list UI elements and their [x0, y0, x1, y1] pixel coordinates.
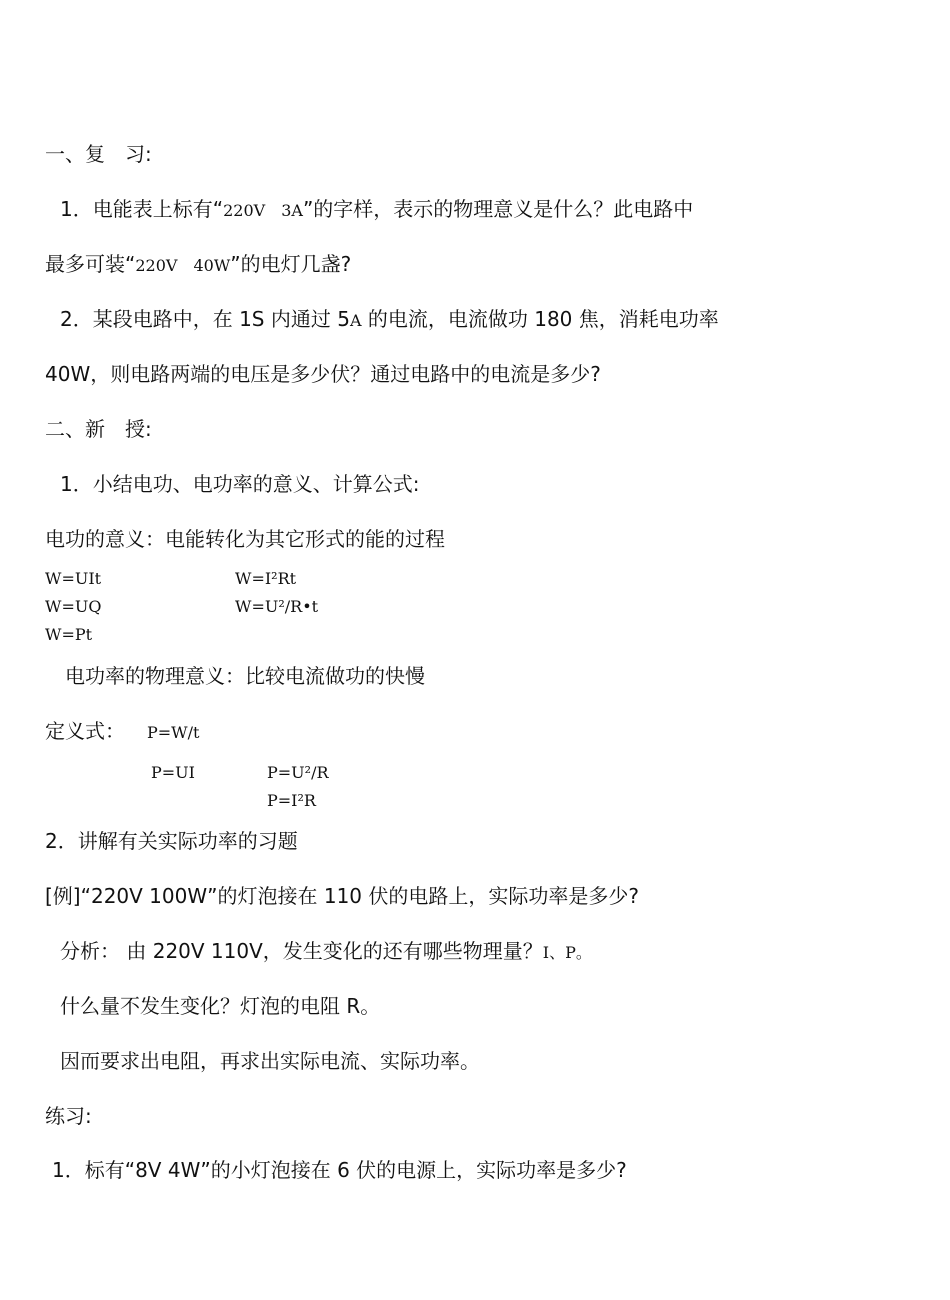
formula-w-uq: W=UQ	[45, 597, 102, 616]
power-meaning: 电功率的物理意义：比较电流做功的快慢	[65, 664, 425, 688]
example-question: [例]“220V 100W”的灯泡接在 110 伏的电路上，实际功率是多少?	[45, 884, 639, 908]
current-unit: A	[349, 311, 362, 330]
explain-heading: 2．讲解有关实际功率的习题	[45, 829, 298, 853]
formula-p-wt: P=W/t	[147, 723, 200, 742]
analysis-line3: 因而要求出电阻，再求出实际电流、实际功率。	[60, 1049, 480, 1073]
formula-w-i2rt: W=I²Rt	[235, 569, 297, 588]
formula-p-u2r: P=U²/R	[267, 763, 329, 782]
analysis-line2: 什么量不发生变化？灯泡的电阻 R。	[60, 994, 381, 1018]
formula-p-i2r: P=I²R	[267, 791, 316, 810]
formula-p-ui: P=UI	[151, 763, 195, 782]
review-q2-text: 的电流，电流做功 180 焦，消耗电功率	[361, 307, 719, 331]
review-q2-text: 2．某段电路中，在 1S 内通过 5	[60, 307, 350, 331]
review-q1-line2	[45, 252, 351, 278]
review-q2-line1	[60, 307, 719, 333]
summary-line: 1．小结电功、电功率的意义、计算公式:	[60, 472, 420, 496]
work-meaning: 电功的意义：电能转化为其它形式的能的过程	[45, 527, 445, 551]
practice-clip	[0, 1150, 950, 1182]
new-heading: 二、新 授:	[45, 417, 152, 441]
practice-heading: 练习:	[45, 1104, 92, 1128]
formula-w-uit: W=UIt	[45, 569, 102, 588]
formula-w-u2rt: W=U²/R•t	[235, 597, 319, 616]
review-heading: 一、复 习:	[45, 142, 152, 166]
meter-rating: 220V 3A	[223, 201, 303, 220]
analysis-text: 分析： 由 220V 110V，发生变化的还有哪些物理量？	[60, 939, 543, 963]
review-q1-text: 1．电能表上标有“	[60, 197, 224, 221]
analysis-line1	[60, 939, 592, 965]
review-q1-text: 最多可装“	[45, 252, 136, 276]
changed-quantities: I、P。	[542, 943, 592, 962]
review-q1-text: ”的电灯几盏?	[230, 252, 352, 276]
review-q2-line2: 40W，则电路两端的电压是多少伏？通过电路中的电流是多少?	[45, 362, 601, 386]
definition-label: 定义式：	[45, 719, 125, 743]
review-q1-text: ”的字样，表示的物理意义是什么？此电路中	[302, 197, 694, 221]
lamp-rating: 220V 40W	[135, 256, 231, 275]
review-q1-line1	[60, 197, 693, 223]
formula-w-pt: W=Pt	[45, 625, 93, 644]
practice-q1: 1．标有“8V 4W”的小灯泡接在 6 伏的电源上，实际功率是多少?	[52, 1158, 627, 1182]
